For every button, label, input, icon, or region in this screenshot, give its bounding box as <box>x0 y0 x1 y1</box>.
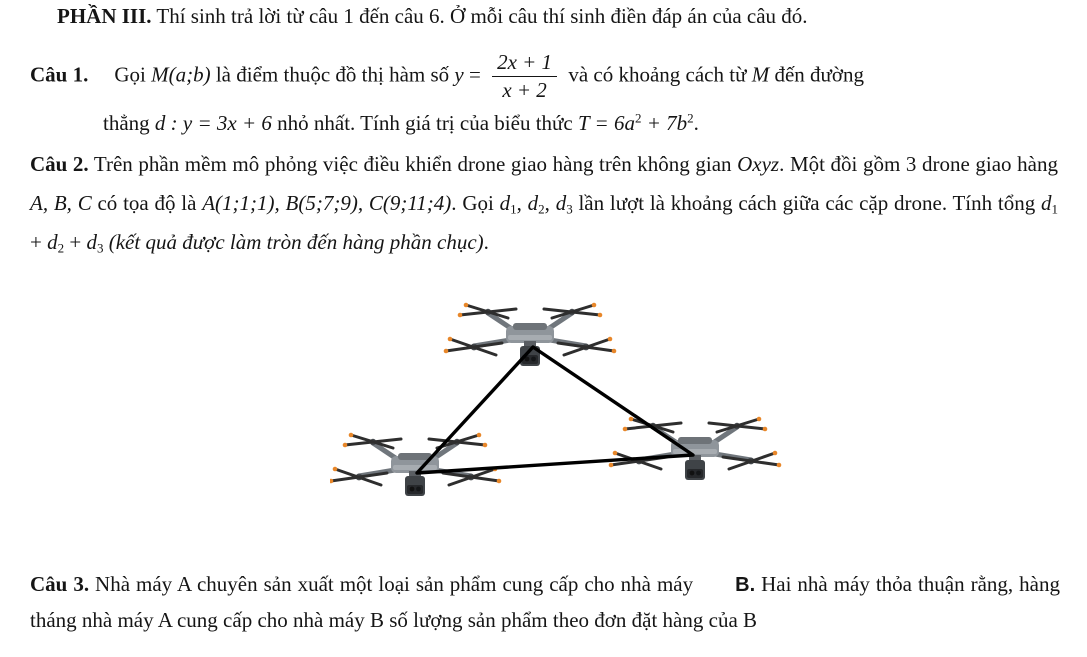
drone-triangle-figure <box>330 293 800 543</box>
fraction-numerator: 2x + 1 <box>492 50 557 77</box>
triangle-lines <box>417 347 693 473</box>
fraction-denominator: x + 2 <box>502 78 547 102</box>
text-segment: . <box>483 230 489 254</box>
math-subscript: 3 <box>96 240 104 256</box>
text-segment: là điểm thuộc đồ thị hàm số <box>210 62 455 87</box>
math-fraction <box>492 50 557 103</box>
math-T-expression: + 7b <box>641 111 688 135</box>
math-subscript: 2 <box>538 201 545 217</box>
math-subscript: 1 <box>1051 201 1059 217</box>
math-subscript: 1 <box>510 201 517 217</box>
question-3-label: Câu 3. <box>30 572 90 596</box>
math-drone-names: A, B, C <box>30 191 92 215</box>
math-T-expression: T = 6a <box>577 111 635 135</box>
question-1-line-2 <box>103 111 1063 136</box>
math-separator: , <box>544 191 556 215</box>
question-2-paragraph <box>30 145 1058 262</box>
math-d-variable: d <box>86 230 97 254</box>
question-3-paragraph <box>30 567 1060 638</box>
drone-icon <box>330 433 501 496</box>
text-segment: . Gọi <box>451 191 500 215</box>
text-segment: Trên phần mềm mô phỏng việc điều khiển drone giao hàng trên không gian <box>88 152 738 176</box>
text-segment: . <box>693 111 699 135</box>
math-operator: + <box>64 230 87 254</box>
text-segment: Gọi <box>114 62 152 87</box>
math-point-M: M(a;b) <box>151 62 211 87</box>
math-coordinates: A(1;1;1), B(5;7;9), C(9;11;4) <box>202 191 452 215</box>
math-superscript: 2 <box>634 110 642 126</box>
text-segment: thẳng <box>103 111 155 135</box>
text-segment: nhỏ nhất. Tính giá trị của biểu thức <box>271 111 578 135</box>
math-d-variable: d <box>527 191 539 215</box>
math-M-variable: M <box>751 62 770 87</box>
question-1-label: Câu 1. <box>30 62 89 87</box>
math-equals: = <box>463 62 487 87</box>
question-2-label: Câu 2. <box>30 152 89 176</box>
drone-icon <box>444 303 617 366</box>
math-Oxyz: Oxyz <box>737 152 780 176</box>
math-separator: , <box>516 191 528 215</box>
math-operator: + <box>30 230 48 254</box>
section-heading <box>57 4 1057 29</box>
math-superscript: 2 <box>687 110 694 126</box>
text-segment: . Một đồi gồm 3 drone giao hàng <box>779 152 1058 176</box>
factory-B-label: B. <box>735 574 756 596</box>
math-line-equation: d : y = 3x + 6 <box>154 111 272 135</box>
text-segment: Nhà máy A chuyên sản xuất một loại sản phẩm cung cấp cho nhà máy <box>89 572 694 596</box>
math-d-variable: d <box>555 191 567 215</box>
drone-icon <box>609 417 782 480</box>
text-segment: đến đường <box>769 62 865 87</box>
text-segment: có tọa độ là <box>91 191 203 215</box>
text-segment: và có khoảng cách từ <box>563 62 752 87</box>
math-subscript: 2 <box>57 240 65 256</box>
math-d-variable: d <box>47 230 58 254</box>
text-segment: lần lượt là khoảng cách giữa các cặp drone. Tính tổng <box>572 191 1042 215</box>
text-segment: Hai nhà máy thỏa thuận rằng, hàng tháng nhà máy A cung cấp cho nhà máy B số lượng sản phẩm theo đơn đặt hàng của B <box>30 572 1060 632</box>
section-instructions: Thí sinh trả lời từ câu 1 đến câu 6. Ở mỗi câu thí sinh điền đáp án của câu đó. <box>151 4 808 28</box>
rounding-note: (kết quả được làm tròn đến hàng phần chục) <box>103 230 484 254</box>
question-1-line-1 <box>30 50 1060 103</box>
math-subscript: 3 <box>566 201 573 217</box>
math-y-variable: y <box>454 62 464 87</box>
math-d-variable: d <box>499 191 511 215</box>
section-label: PHẦN III. <box>57 4 152 28</box>
math-d-variable: d <box>1041 191 1052 215</box>
